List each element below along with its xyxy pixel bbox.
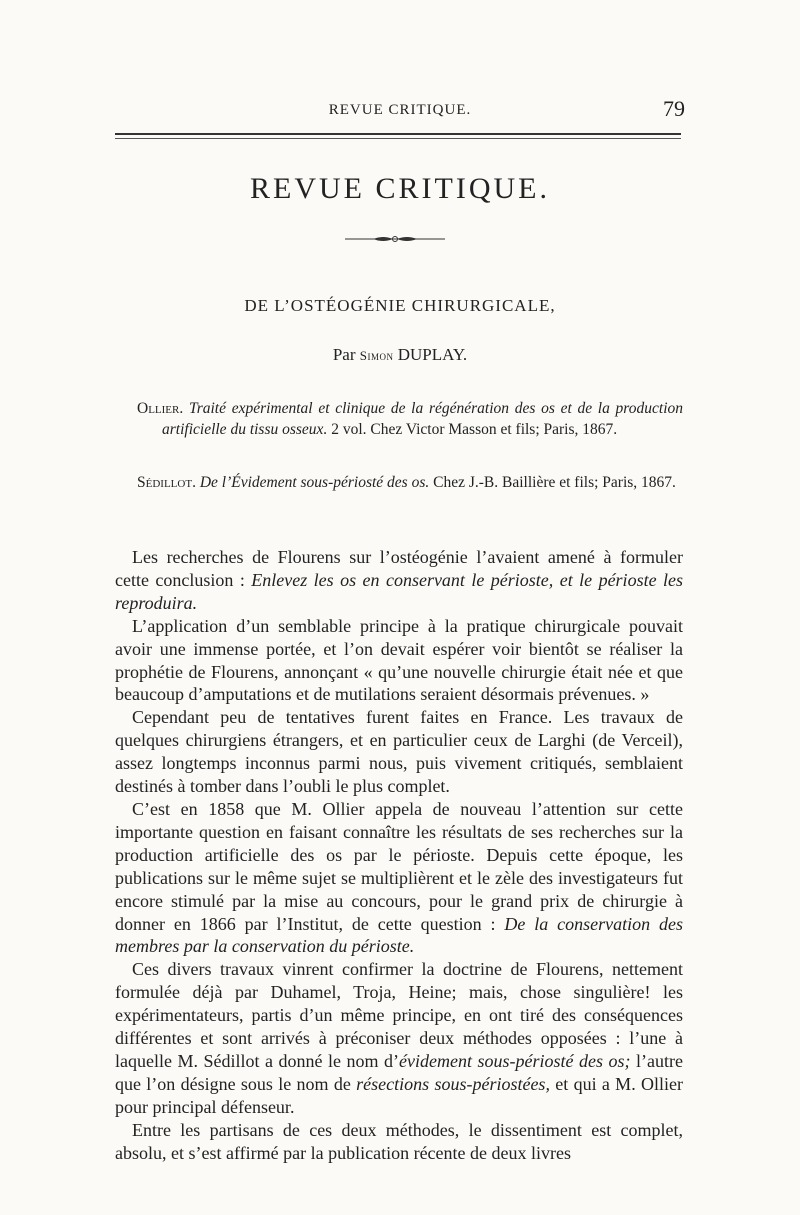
reference-details: Chez J.-B. Baillière et fils; Paris, 1867. — [429, 474, 676, 491]
author-line — [115, 345, 685, 365]
reference-details: 2 vol. Chez Victor Masson et fils; Paris, 1867. — [327, 420, 618, 438]
reference-author: Sédillot — [137, 474, 193, 491]
paragraph-5 — [115, 958, 683, 1118]
ornament-rule-icon — [345, 232, 445, 246]
paragraph-italic: Enlevez les os en conservant le périoste, et le périoste les reproduira. — [115, 569, 683, 613]
paragraph-3: Cependant peu de tentatives furent faites en France. Les travaux de quelques chirurgiens étrangers, et en particulier ceux de Larghi (de Verceil), assez longtemps inconnus parmi nous, puis vivement critiqués, semblaient destinés à tomber dans l’oubli le plus complet. — [115, 707, 683, 797]
author-prefix: Par — [332, 345, 360, 364]
reference-sep: . — [192, 474, 200, 491]
paragraph-text: et qui a M. Ollier pour principal défenseur. — [115, 1073, 683, 1117]
running-head — [115, 96, 685, 126]
paragraph-2: L’application d’un semblable principe à la pratique chirurgicale pouvait avoir une immense portée, et l’on devait espérer voir bientôt se réaliser la prophétie de Flourens, annonçant « qu’une nouvelle chirurgie était née et que beaucoup d’amputations et de mutilations seraient désormais prévenues. » — [115, 615, 683, 705]
author-last-name: DUPLAY. — [393, 345, 468, 364]
article-title: REVUE CRITIQUE. — [250, 172, 550, 205]
author-first-name: Simon — [359, 348, 394, 363]
reference-title: De l’Évidement sous-périosté des os. — [199, 474, 430, 491]
header-rule-thin — [115, 138, 681, 139]
reference-sep: . — [179, 400, 189, 417]
paragraph-italic: évidement sous-périosté des os; — [399, 1050, 631, 1071]
reference-ollier — [137, 399, 683, 440]
reference-title: Traité expérimental et clinique de la régénération des os et de la production artificielle du tissu osseux. — [162, 400, 684, 438]
paragraph-text: Ces divers travaux vinrent confirmer la doctrine de Flourens, nettement formulée déjà par Duhamel, Troja, Heine; mais, chose singulière! les expérimentateurs, partis d’un même principe, en ont tiré des conséquences différentes et sont arrivés à préconiser deux méthodes opposées : l’une à laquelle M. Sédillot a donné le nom d’ — [115, 959, 683, 1071]
reference-author: Ollier — [137, 400, 180, 417]
body-text — [115, 546, 683, 1164]
paragraph-italic: résections sous-périostées, — [356, 1073, 550, 1094]
paragraph-text: Les recherches de Flourens sur l’ostéogénie l’avaient amené à formuler cette conclusion : — [115, 547, 683, 590]
paragraph-6: Entre les partisans de ces deux méthodes, le dissentiment est complet, absolu, et s’est affirmé par la publication récente de deux livres — [115, 1119, 683, 1163]
paragraph-text: l’autre que l’on désigne sous le nom de — [115, 1050, 683, 1094]
paragraph-text: C’est en 1858 que M. Ollier appela de nouveau l’attention sur cette importante question en faisant connaître les résultats de ses recherches sur la production artificielle des os par le périoste. Depuis cette époque, les publications sur le même sujet se multiplièrent et le zèle des investigateurs fut encore stimulé par la mise au concours, pour le grand prix de chirurgie à donner en 1866 par l’Institut, de cette question : — [115, 798, 683, 934]
reference-sedillot — [137, 473, 683, 494]
paragraph-italic: De la conservation des membres par la conservation du périoste. — [115, 913, 683, 957]
article-subtitle: DE L’OSTÉOGÉNIE CHIRURGICALE, — [244, 296, 556, 315]
paragraph-4 — [115, 798, 683, 958]
page-number: 79 — [663, 96, 685, 121]
running-title: REVUE CRITIQUE. — [328, 102, 472, 118]
paragraph-1 — [115, 546, 683, 615]
header-rule — [115, 133, 681, 135]
